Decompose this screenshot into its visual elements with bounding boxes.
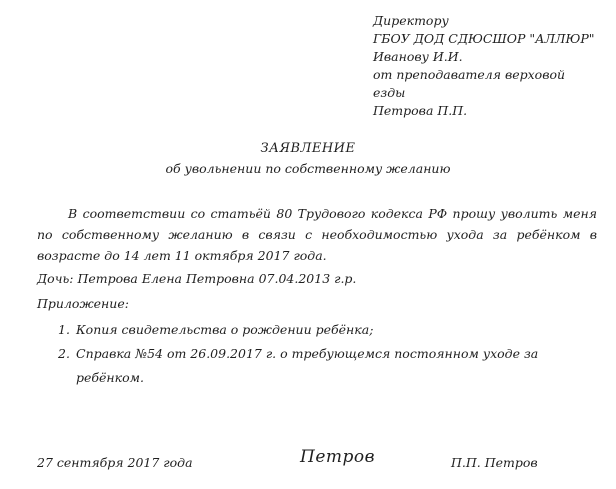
list-item-text: Справка №54 от 26.09.2017 г. о требующемся постоянном уходе за ребёнком. [76,346,539,385]
child-info: Дочь: Петрова Елена Петровна 07.04.2013 г.р. [37,271,357,286]
list-item-number: 1. [58,322,70,337]
addressee-line: ГБОУ ДОД СДЮСШОР "АЛЛЮР" [373,31,595,46]
signature: Петров [300,447,376,467]
attachment-label: Приложение: [37,296,129,311]
attachment-list [58,318,578,390]
document-subtitle: об увольнении по собственному желанию [165,161,451,176]
document-body: В соответствии со статьёй 80 Трудового кодекса РФ прошу уволить меня по собственному желанию в связи с необходимостью ухода за ребёнком в возрасте до 14 лет 11 октября 2017 года. [37,206,597,263]
addressee-line: езды [373,85,406,100]
list-item-text: Копия свидетельства о рождении ребёнка; [76,322,374,337]
signer-name: П.П. Петров [451,455,538,470]
list-item [58,318,578,342]
addressee-line: от преподавателя верховой [373,67,566,82]
document-date: 27 сентября 2017 года [37,455,193,470]
list-item-number: 2. [58,346,70,361]
addressee-line: Петрова П.П. [373,103,468,118]
addressee-line: Иванову И.И. [373,49,463,64]
addressee-block [373,12,613,120]
list-item [58,342,578,390]
document-title: ЗАЯВЛЕНИЕ [260,141,356,156]
addressee-line: Директору [373,13,449,28]
